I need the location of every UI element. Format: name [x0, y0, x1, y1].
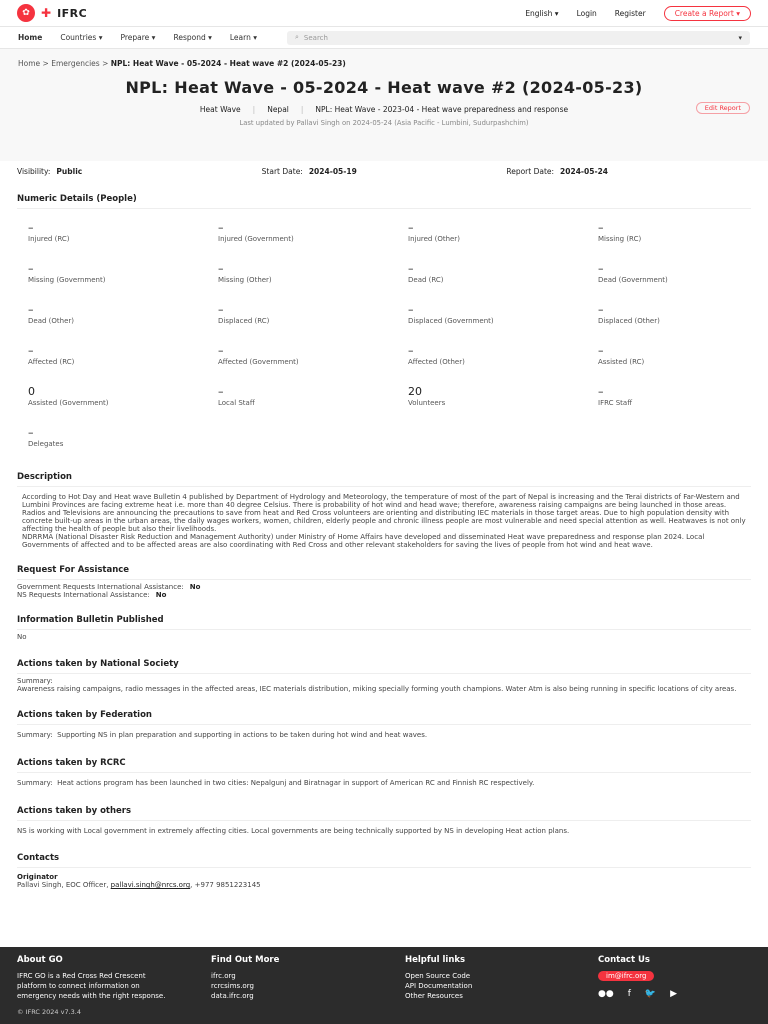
fed-actions-body [0, 731, 768, 739]
breadcrumb-home[interactable]: Home [18, 59, 41, 68]
fed-summary-text: Supporting NS in plan preparation and supporting in actions to be taken during hot wind and heat waves. [57, 731, 428, 739]
footer-contact [598, 955, 677, 999]
numeric-stat [408, 221, 598, 243]
nav-prepare[interactable]: Prepare ▾ [120, 33, 156, 42]
copyright: © IFRC 2024 v7.3.4 [17, 1008, 82, 1016]
nav-home[interactable]: Home [18, 33, 43, 42]
report-date [506, 167, 751, 176]
numeric-stat-label: Dead (Government) [598, 276, 668, 284]
numeric-stat [218, 344, 408, 366]
numeric-stat-value: – [598, 385, 604, 398]
breadcrumb-emergencies[interactable]: Emergencies [51, 59, 100, 68]
rcrc-summary-text: Heat actions program has been launched in two cities: Nepalgunj and Biratnagar in support of American RC and Finnish RC respectively. [57, 779, 535, 787]
tag-emergency[interactable]: NPL: Heat Wave - 2023-04 - Heat wave preparedness and response [315, 105, 569, 114]
numeric-stat-value: – [598, 221, 604, 234]
gov-request-value: No [189, 583, 201, 591]
rcrc-summary-label: Summary: [17, 779, 53, 787]
numeric-stat-label: Injured (RC) [28, 235, 70, 243]
logo-text: IFRC [57, 6, 88, 20]
divider [17, 867, 751, 868]
numeric-stat [598, 385, 738, 407]
footer-link-ifrc[interactable]: ifrc.org [211, 972, 236, 980]
numeric-stat [28, 303, 218, 325]
chevron-down-icon: ▾ [554, 8, 559, 18]
footer-link-rcrcsims[interactable]: rcrcsims.org [211, 982, 254, 990]
numeric-stat-value: – [408, 262, 414, 275]
numeric-stat-value: – [28, 303, 34, 316]
other-actions-title: Actions taken by others [17, 806, 132, 816]
numeric-stat-label: Delegates [28, 440, 64, 448]
numeric-stat-label: Missing (RC) [598, 235, 642, 243]
search-placeholder: Search [303, 33, 328, 42]
numeric-stat-label: Injured (Government) [218, 235, 294, 243]
tag-country[interactable]: Nepal [267, 105, 289, 114]
go-logo-icon: ✿ [17, 4, 35, 22]
numeric-stat-value: – [408, 344, 414, 357]
numeric-stat-label: Dead (RC) [408, 276, 444, 284]
last-updated: Last updated by Pallavi Singh on 2024-05-24 (Asia Pacific - Lumbini, Sudurpashchim) [239, 119, 529, 127]
numeric-stat [28, 426, 218, 448]
bulletin-value: No [17, 633, 27, 641]
originator-name: Pallavi Singh, EOC Officer, [17, 881, 109, 889]
visibility-value: Public [56, 167, 83, 176]
visibility [17, 167, 262, 176]
numeric-stat-value: 0 [28, 385, 35, 398]
divider [17, 208, 751, 209]
description-title: Description [17, 472, 72, 482]
register-link[interactable]: Register [614, 8, 646, 18]
originator-phone: , +977 9851223145 [190, 881, 261, 889]
footer-find-out-more [211, 955, 279, 1001]
numeric-stat-label: Displaced (Other) [598, 317, 660, 325]
numeric-stat-value: – [408, 221, 414, 234]
numeric-stat-value: – [218, 303, 224, 316]
numeric-stat-value: – [218, 344, 224, 357]
medium-icon[interactable]: ●● [598, 989, 614, 999]
numeric-stat [218, 221, 408, 243]
numeric-stat [408, 303, 598, 325]
footer [0, 947, 768, 1024]
page-title: NPL: Heat Wave - 05-2024 - Heat wave #2 (2024-05-23) [125, 78, 643, 97]
numeric-stat-value: 20 [408, 385, 422, 398]
rcrc-actions-body [0, 779, 768, 787]
fed-summary-label: Summary: [17, 731, 53, 739]
footer-about [17, 955, 167, 1001]
footer-contact-title: Contact Us [598, 955, 650, 965]
numeric-stat-label: Affected (Other) [408, 358, 465, 366]
numeric-stat-label: Local Staff [218, 399, 255, 407]
login-link[interactable]: Login [576, 8, 597, 18]
request-details [0, 583, 768, 599]
numeric-details-title: Numeric Details (People) [17, 194, 137, 204]
tag-disaster-type[interactable]: Heat Wave [199, 105, 241, 114]
numeric-stat [218, 385, 408, 407]
page-header [0, 49, 768, 161]
twitter-icon[interactable]: 🐦 [644, 989, 657, 999]
breadcrumb-separator: > [102, 59, 111, 68]
ns-actions-title: Actions taken by National Society [17, 659, 179, 669]
nav-respond-label: Respond [173, 33, 206, 42]
originator-email-link[interactable]: pallavi.singh@nrcs.org [110, 881, 191, 889]
report-meta [0, 167, 768, 176]
create-report-label: Create a Report [674, 8, 734, 18]
originator-info [17, 881, 751, 889]
description-text [0, 493, 768, 549]
divider [17, 629, 751, 630]
ns-summary-label: Summary: [17, 677, 53, 685]
numeric-details-grid [0, 221, 768, 448]
red-cross-icon: ✚ [41, 6, 52, 20]
breadcrumb-separator: > [42, 59, 52, 68]
create-report-button[interactable] [664, 6, 751, 21]
numeric-stat-value: – [28, 262, 34, 275]
divider [17, 772, 751, 773]
request-title: Request For Assistance [17, 565, 130, 575]
numeric-stat-label: Volunteers [408, 399, 446, 407]
divider [17, 724, 751, 725]
visibility-label: Visibility: [17, 167, 51, 176]
numeric-stat-label: Assisted (Government) [28, 399, 109, 407]
chevron-down-icon[interactable]: ▾ [738, 33, 742, 42]
originator-label: Originator [17, 873, 58, 881]
gov-request-label: Government Requests International Assistance: [17, 583, 184, 591]
ns-actions-body [0, 677, 768, 693]
footer-email-button[interactable]: im@ifrc.org [598, 971, 654, 981]
ns-summary-text: Awareness raising campaigns, radio messages in the affected areas, IEC materials distribution, miking specially forming youth champions. Water Atm is also being running in specific locations of city areas. [17, 685, 737, 693]
edit-report-button[interactable]: Edit Report [696, 102, 750, 114]
youtube-icon[interactable]: ▶ [670, 989, 678, 999]
numeric-stat-value: – [28, 426, 34, 439]
other-actions-text: NS is working with Local government in extremely affecting cities. Local governments are being technically supported by NS in developing Heat action plans. [17, 827, 570, 835]
chevron-down-icon: ▾ [736, 8, 740, 18]
divider [17, 820, 751, 821]
footer-about-title: About GO [17, 955, 63, 965]
nav-countries-label: Countries [60, 33, 97, 42]
search-input[interactable] [287, 31, 750, 45]
language-select[interactable] [525, 9, 558, 18]
numeric-stat-label: Missing (Other) [218, 276, 272, 284]
numeric-stat [28, 344, 218, 366]
numeric-stat-label: Assisted (RC) [598, 358, 645, 366]
numeric-stat-value: – [28, 344, 34, 357]
footer-link-source-code[interactable]: Open Source Code [405, 972, 471, 980]
numeric-stat [598, 303, 738, 325]
numeric-stat [598, 221, 738, 243]
rcrc-actions-title: Actions taken by RCRC [17, 758, 126, 768]
numeric-stat [218, 262, 408, 284]
numeric-stat-value: – [218, 385, 224, 398]
numeric-stat [408, 262, 598, 284]
nav-countries[interactable]: Countries ▾ [60, 33, 103, 42]
numeric-stat-label: Affected (Government) [218, 358, 299, 366]
numeric-stat [28, 262, 218, 284]
numeric-stat-value: – [408, 303, 414, 316]
main-nav [0, 27, 768, 49]
numeric-stat-label: Displaced (RC) [218, 317, 270, 325]
tag-separator: | [252, 105, 256, 114]
numeric-stat-value: – [598, 262, 604, 275]
report-date-value: 2024-05-24 [560, 167, 609, 176]
numeric-stat [598, 262, 738, 284]
tag-separator: | [300, 105, 304, 114]
numeric-stat [218, 303, 408, 325]
ns-request-value: No [155, 591, 167, 599]
start-date-label: Start Date: [261, 167, 303, 176]
numeric-stat [28, 221, 218, 243]
numeric-stat-value: – [598, 303, 604, 316]
facebook-icon[interactable]: f [627, 989, 631, 999]
numeric-stat-value: – [218, 221, 224, 234]
start-date [262, 167, 507, 176]
numeric-stat-value: – [28, 221, 34, 234]
footer-link-other-resources[interactable]: Other Resources [405, 992, 463, 1000]
numeric-stat-label: Dead (Other) [28, 317, 74, 325]
footer-about-text: IFRC GO is a Red Cross Red Crescent platform to connect information on emergency needs with the right response. [17, 972, 166, 1000]
language-label: English [525, 8, 553, 18]
divider [17, 579, 751, 580]
contacts-title: Contacts [17, 853, 60, 863]
ns-request-label: NS Requests International Assistance: [17, 591, 150, 599]
numeric-stat-label: IFRC Staff [598, 399, 633, 407]
nav-respond[interactable]: Respond ▾ [173, 33, 212, 42]
footer-link-api-docs[interactable]: API Documentation [405, 982, 473, 990]
numeric-stat-label: Displaced (Government) [408, 317, 494, 325]
search-icon: ⌕ [295, 33, 299, 41]
gov-request [17, 583, 751, 591]
start-date-value: 2024-05-19 [308, 167, 357, 176]
footer-find-title: Find Out More [211, 955, 280, 965]
page-tags [18, 105, 750, 114]
description-paragraph-2: NDRRMA (National Disaster Risk Reduction and Management Authority) under Ministry of Home Affairs have developed and disseminated Heat wave preparedness and response plan 2024. Local Governments of affected and to be affected areas are also coordinating with Red Cross and other relevant stakeholders for saving the lives of people from hot wind and heat wave. [22, 533, 705, 549]
numeric-stat-label: Affected (RC) [28, 358, 75, 366]
breadcrumb-current: NPL: Heat Wave - 05-2024 - Heat wave #2 (2024-05-23) [110, 59, 346, 68]
nav-prepare-label: Prepare [120, 33, 150, 42]
breadcrumb [18, 59, 750, 68]
top-header [0, 0, 768, 27]
numeric-stat-label: Injured (Other) [408, 235, 460, 243]
footer-link-data[interactable]: data.ifrc.org [211, 992, 254, 1000]
nav-learn-label: Learn [229, 33, 251, 42]
description-paragraph-1: According to Hot Day and Heat wave Bulletin 4 published by Department of Hydrology and Meteorology, the temperature of most of the part of Nepal is increasing and the Terai districts of Far-Western and Lumbini Provinces are facing extreme heat i.e. more than 40 degree Celsius. There is probability of hot wind and head wave; therefore, awareness raising campaigns are being launched in those areas. Radios and Televisions are announcing the precautions to save from heat and Red Cross volunteers are orienting and distributing IEC materials in those target areas. Due to high population density with concrete built-up areas in the urban areas, the daily wages workers, women, children, elderly people and chronic illness people are most vulnerable and need special attention as well. Heatwaves is not only affecting the health of people but also their livelihoods. [22, 493, 746, 533]
divider [17, 486, 751, 487]
numeric-stat [408, 344, 598, 366]
numeric-stat-value: – [218, 262, 224, 275]
numeric-stat-value: – [598, 344, 604, 357]
numeric-stat [408, 385, 598, 407]
ifrc-logo[interactable] [17, 4, 87, 22]
fed-actions-title: Actions taken by Federation [17, 710, 152, 720]
footer-helpful-links [405, 955, 472, 1001]
divider [17, 673, 751, 674]
footer-help-title: Helpful links [405, 955, 466, 965]
social-links [598, 989, 677, 999]
numeric-stat [28, 385, 218, 407]
numeric-stat-label: Missing (Government) [28, 276, 106, 284]
ns-request [17, 591, 751, 599]
nav-learn[interactable]: Learn ▾ [229, 33, 257, 42]
report-date-label: Report Date: [506, 167, 555, 176]
bulletin-title: Information Bulletin Published [17, 615, 164, 625]
contact-details [0, 873, 768, 889]
numeric-stat [598, 344, 738, 366]
